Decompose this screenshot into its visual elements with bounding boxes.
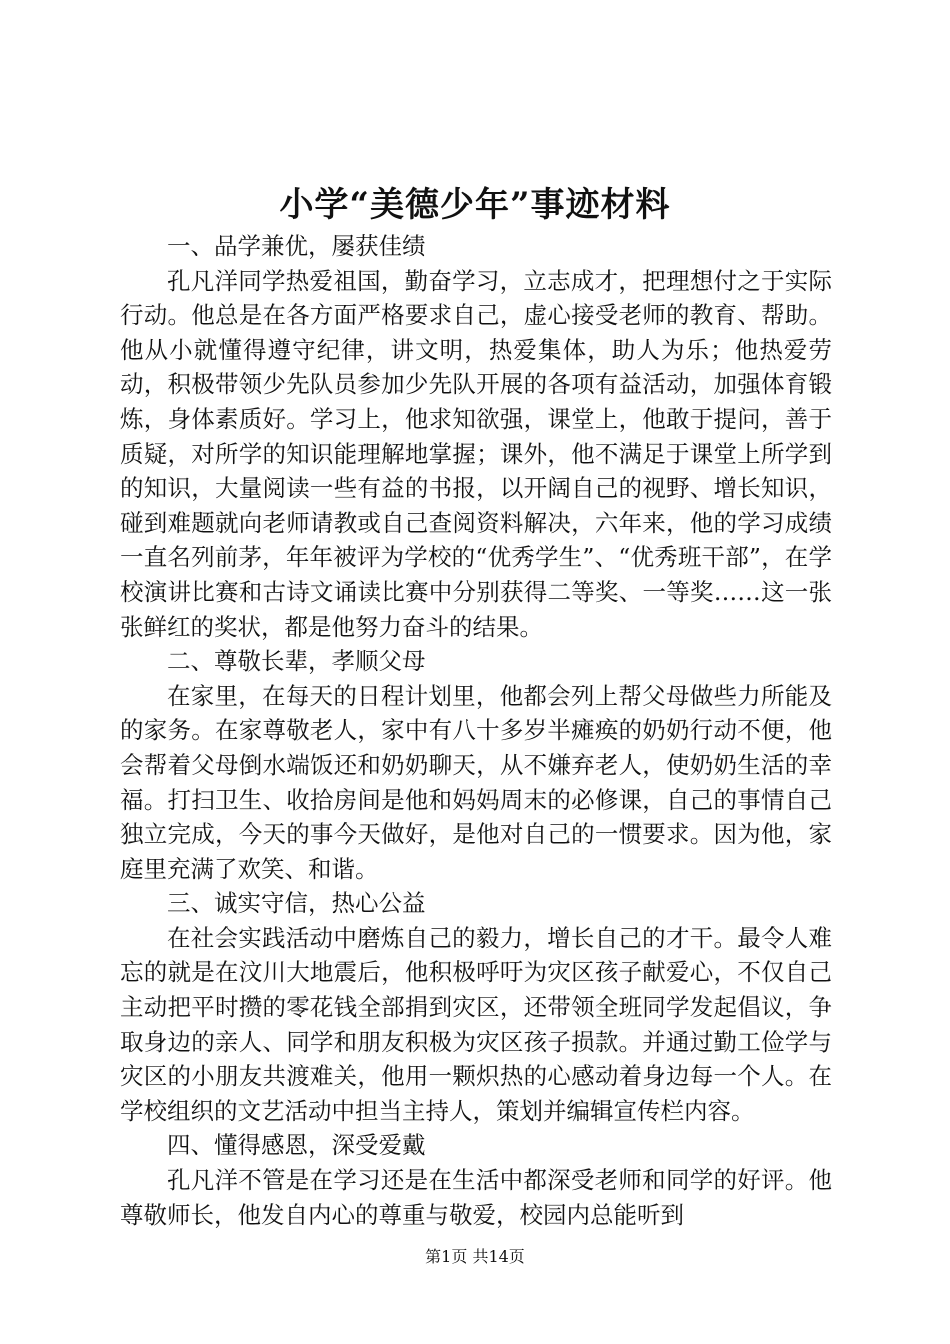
- document-title: 小学“美德少年”事迹材料: [279, 185, 671, 225]
- paragraph-4: 孔凡洋不管是在学习还是在生活中都深受老师和同学的好评。他尊敬师长，他发自内心的尊重与敬爱，校园内总能听到: [120, 1166, 832, 1229]
- paragraph-1: 孔凡洋同学热爱祖国，勤奋学习，立志成才，把理想付之于实际行动。他总是在各方面严格要求自己，虚心接受老师的教育、帮助。他从小就懂得遵守纪律，讲文明，热爱集体，助人为乐；他热爱劳动，积极带领少先队员参加少先队开展的各项有益活动，加强体育锻炼，身体素质好。学习上，他求知欲强，课堂上，他敢于提问，善于质疑，对所学的知识能理解地掌握；课外，他不满足于课堂上所学到的知识，大量阅读一些有益的书报，以开阔自己的视野、增长知识，碰到难题就向老师请教或自己查阅资料解决，六年来，他的学习成绩一直名列前茅，年年被评为学校的“优秀学生”、“优秀班干部”，在学校演讲比赛和古诗文诵读比赛中分别获得二等奖、一等奖……这一张张鲜红的奖状，都是他努力奋斗的结果。: [120, 266, 832, 641]
- page-footer: 第1页 共14页: [425, 1247, 525, 1266]
- section-heading-1: 一、品学兼优，屡获佳绩: [167, 232, 426, 260]
- document-body: [120, 229, 832, 1232]
- section-heading-2: 二、尊敬长辈，孝顺父母: [167, 647, 426, 676]
- paragraph-2: 在家里，在每天的日程计划里，他都会列上帮父母做些力所能及的家务。在家尊敬老人，家中有八十多岁半瘫痪的奶奶行动不便，他会帮着父母倒水端饭还和奶奶聊天，从不嫌弃老人，使奶奶生活的幸福。打扫卫生、收拾房间是他和妈妈周末的必修课，自己的事情自己独立完成，今天的事今天做好，是他对自己的一惯要求。因为他，家庭里充满了欢笑、和谐。: [120, 681, 832, 883]
- section-heading-3: 三、诚实守信，热心公益: [167, 889, 426, 918]
- paragraph-3: 在社会实践活动中磨炼自己的毅力，增长自己的才干。最令人难忘的就是在汶川大地震后，他积极呼吁为灾区孩子献爱心，不仅自己主动把平时攒的零花钱全部捐到灾区，还带领全班同学发起倡议，争取身边的亲人、同学和朋友积极为灾区孩子损款。并通过勤工俭学与灾区的小朋友共渡难关，他用一颗炽热的心感动着身边每一个人。在学校组织的文艺活动中担当主持人，策划并编辑宣传栏内容。: [120, 923, 832, 1125]
- section-heading-4: 四、懂得感恩，深受爱戴: [167, 1131, 426, 1160]
